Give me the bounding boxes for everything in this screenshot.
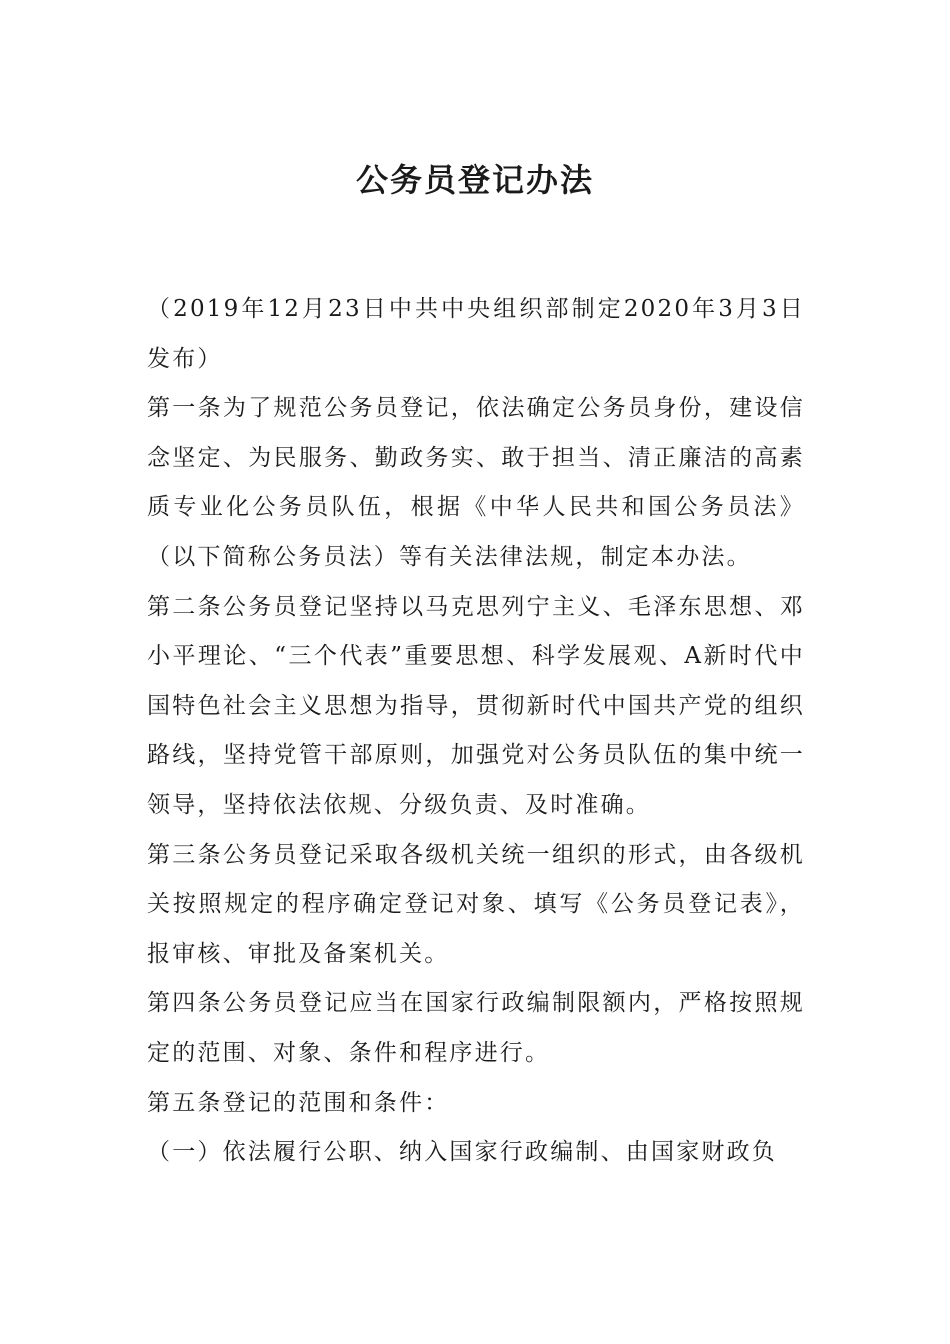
article-4: 第四条公务员登记应当在国家行政编制限额内，严格按照规定的范围、对象、条件和程序进行。 (147, 990, 805, 1066)
document-body (147, 285, 805, 1178)
article-5-item-1: （一）依法履行公职、纳入国家行政编制、由国家财政负 (147, 1139, 777, 1166)
article-2: 第二条公务员登记坚持以马克思列宁主义、毛泽东思想、邓小平理论、“三个代表”重要思想、科学发展观、A新时代中国特色社会主义思想为指导，贯彻新时代中国共产党的组织路线，坚持党管干部原则，加强党对公务员队伍的集中统一领导，坚持依法依规、分级负责、及时准确。 (147, 593, 805, 818)
publication-note: （2019年12月23日中共中央组织部制定2020年3月3日发布） (147, 296, 805, 372)
document-title: 公务员登记办法 (355, 161, 594, 199)
article-5: 第五条登记的范围和条件： (147, 1089, 450, 1116)
article-1: 第一条为了规范公务员登记，依法确定公务员身份，建设信念坚定、为民服务、勤政务实、敢于担当、清正廉洁的高素质专业化公务员队伍，根据《中华人民共和国公务员法》（以下简称公务员法）等有关法律法规，制定本办法。 (147, 395, 805, 570)
article-3: 第三条公务员登记采取各级机关统一组织的形式，由各级机关按照规定的程序确定登记对象、填写《公务员登记表》，报审核、审批及备案机关。 (147, 841, 805, 967)
